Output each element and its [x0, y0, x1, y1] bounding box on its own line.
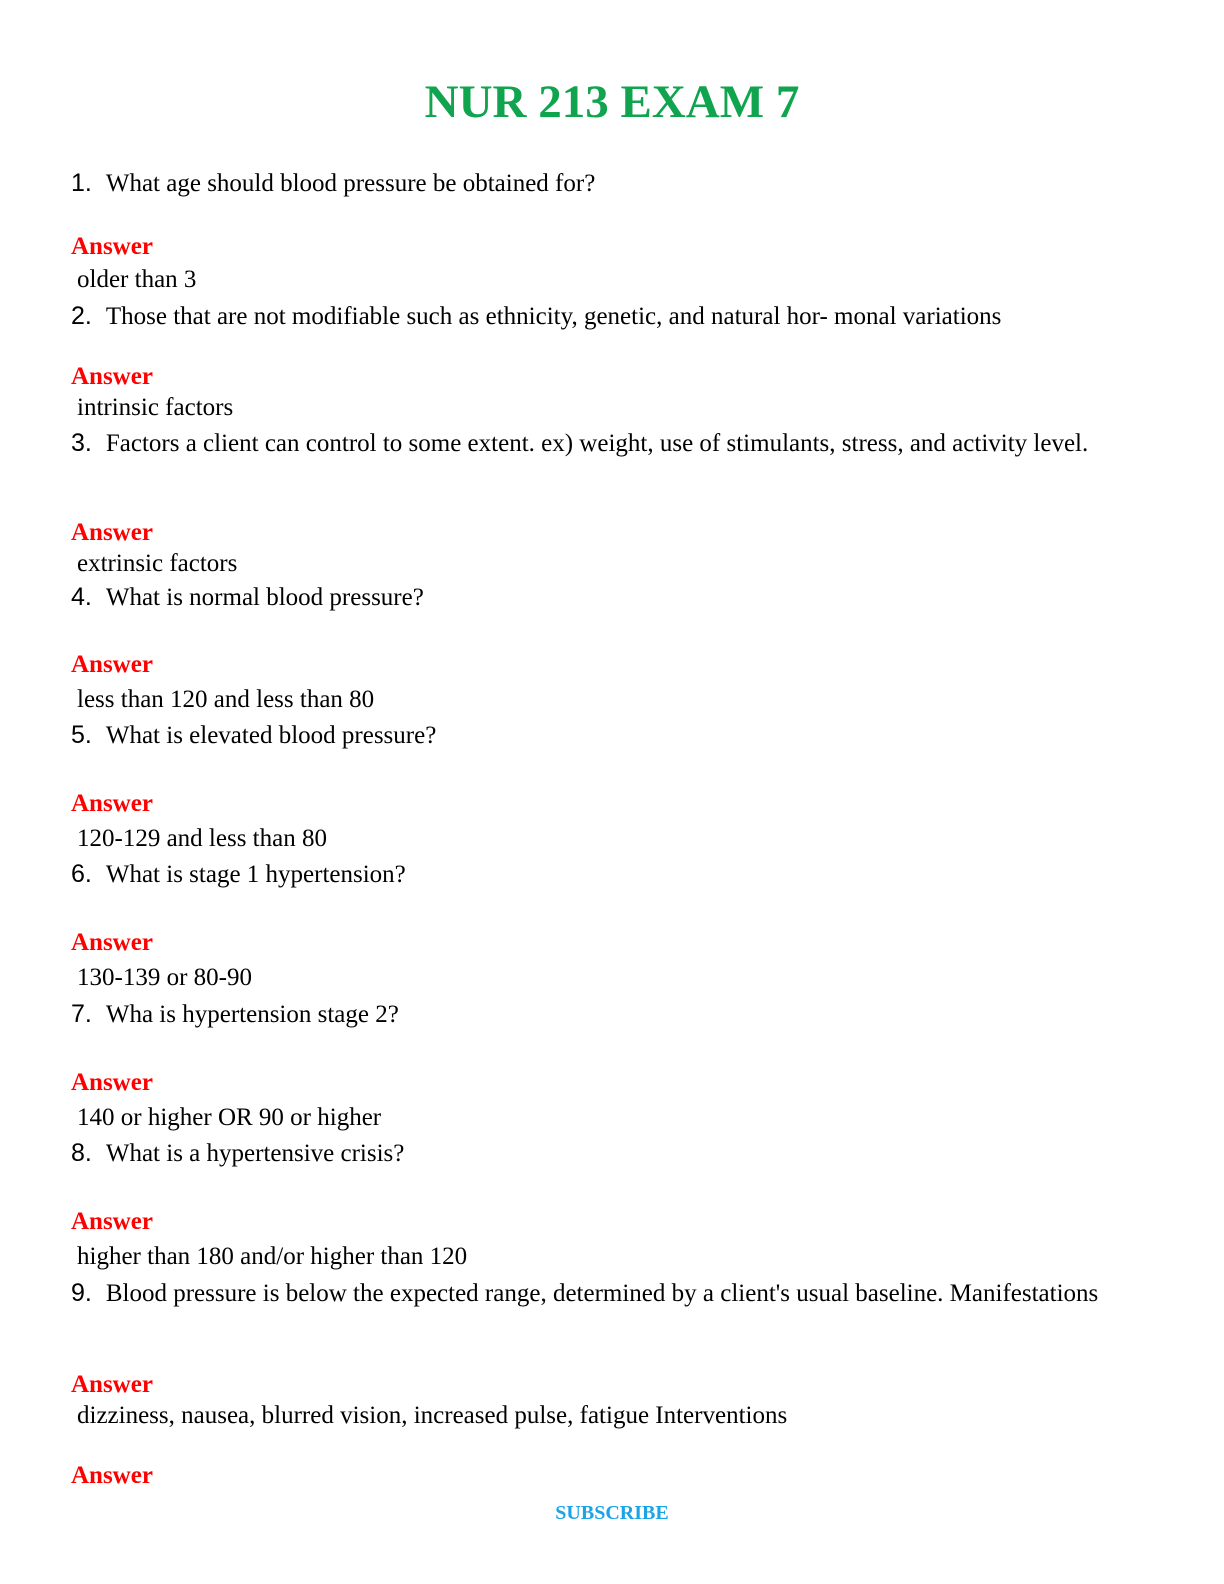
question-text: Wha is hypertension stage 2? — [105, 1001, 399, 1028]
question — [71, 582, 1161, 613]
answer-text: less than 120 and less than 80 — [77, 686, 375, 713]
question — [71, 428, 1161, 459]
question — [71, 859, 1161, 890]
question — [71, 720, 1161, 751]
answer-text: intrinsic factors — [77, 394, 234, 421]
question-text: Blood pressure is below the expected range, determined by a client's usual baseline. Manifestations — [105, 1280, 1099, 1307]
question-number: 6. — [71, 860, 92, 888]
answer-text: extrinsic factors — [77, 550, 238, 577]
answer-text: 120-129 and less than 80 — [77, 825, 327, 852]
answer-label: Answer — [71, 1208, 153, 1235]
question-text: What is elevated blood pressure? — [105, 722, 437, 749]
question — [71, 1278, 1161, 1309]
question-text: What is stage 1 hypertension? — [105, 861, 406, 888]
answer-text: higher than 180 and/or higher than 120 — [77, 1243, 468, 1270]
answer-label: Answer — [71, 929, 153, 956]
question-number: 8. — [71, 1139, 92, 1167]
answer-text: older than 3 — [77, 266, 197, 293]
question-number: 2. — [71, 302, 92, 330]
answer-text: 130-139 or 80-90 — [77, 964, 252, 991]
answer-label: Answer — [71, 363, 153, 390]
question-number: 9. — [71, 1279, 92, 1307]
question-text: What age should blood pressure be obtained for? — [105, 170, 596, 197]
question-text: Those that are not modifiable such as ethnicity, genetic, and natural hor- monal variations — [105, 303, 1002, 330]
subscribe-link[interactable]: SUBSCRIBE — [555, 1502, 669, 1524]
question-number: 1. — [71, 169, 92, 197]
answer-label: Answer — [71, 1371, 153, 1398]
answer-text: dizziness, nausea, blurred vision, increased pulse, fatigue Interventions — [77, 1402, 788, 1429]
answer-text: 140 or higher OR 90 or higher — [77, 1104, 382, 1131]
question-text: Factors a client can control to some extent. ex) weight, use of stimulants, stress, and activity level. — [105, 430, 1089, 457]
answer-label: Answer — [71, 233, 153, 260]
question — [71, 168, 1161, 199]
question — [71, 1138, 1161, 1169]
question — [71, 999, 1161, 1030]
question-number: 5. — [71, 721, 92, 749]
answer-label: Answer — [71, 1462, 153, 1489]
question — [71, 301, 1161, 332]
answer-label: Answer — [71, 1069, 153, 1096]
question-number: 3. — [71, 429, 92, 457]
question-number: 4. — [71, 583, 92, 611]
question-text: What is a hypertensive crisis? — [105, 1140, 405, 1167]
answer-label: Answer — [71, 790, 153, 817]
question-number: 7. — [71, 1000, 92, 1028]
answer-label: Answer — [71, 519, 153, 546]
answer-label: Answer — [71, 651, 153, 678]
question-text: What is normal blood pressure? — [105, 584, 424, 611]
page-title: NUR 213 EXAM 7 — [424, 76, 800, 128]
